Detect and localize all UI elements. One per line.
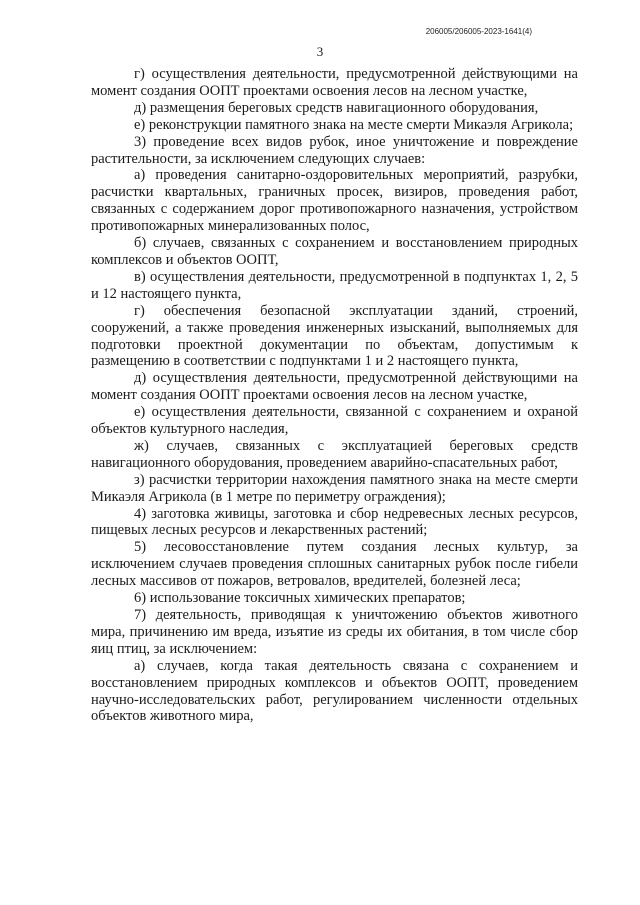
paragraph: з) расчистки территории нахождения памятного знака на месте смерти Микаэля Агрикола (в 1 метре по периметру ограждения);	[91, 471, 578, 505]
paragraph: б) случаев, связанных с сохранением и восстановлением природных комплексов и объектов ООПТ,	[91, 235, 578, 268]
paragraph: г) обеспечения безопасной эксплуатации зданий, строений, сооружений, а также проведения инженерных изысканий, выполняемых для подготовки проектной документации по объектам, допустимым к размещению в соответствии с подпунктами 1 и 2 настоящего пункта,	[91, 302, 578, 370]
page-number: 3	[316, 44, 324, 59]
paragraph: 6) использование токсичных химических препаратов;	[134, 590, 466, 607]
paragraph: ж) случаев, связанных с эксплуатацией береговых средств навигационного оборудования, проведением аварийно-спасательных работ,	[91, 437, 578, 471]
paragraph: д) осуществления деятельности, предусмотренной действующими на момент создания ООПТ проектами освоения лесов на лесном участке,	[91, 370, 578, 404]
paragraph: г) осуществления деятельности, предусмотренной действующими на момент создания ООПТ проектами освоения лесов на лесном участке,	[91, 66, 578, 99]
paragraph: а) проведения санитарно-оздоровительных мероприятий, разрубки, расчистки квартальных, граничных просек, визиров, проведения работ, связанных с содержанием дорог противопожарного назначения, устройством противопожарных минерализованных полос,	[91, 167, 578, 235]
paragraph: д) размещения береговых средств навигационного оборудования,	[134, 99, 539, 116]
document-body	[91, 66, 578, 725]
paragraph: 3) проведение всех видов рубок, иное уничтожение и повреждение растительности, за исключением следующих случаев:	[91, 133, 578, 167]
paragraph: 4) заготовка живицы, заготовка и сбор недревесных лесных ресурсов, пищевых лесных ресурсов и лекарственных растений;	[91, 505, 578, 539]
document-id: 206005/206005-2023-1641(4)	[425, 27, 532, 36]
paragraph: в) осуществления деятельности, предусмотренной в подпунктах 1, 2, 5 и 12 настоящего пункта,	[91, 268, 578, 302]
paragraph: е) осуществления деятельности, связанной с сохранением и охраной объектов культурного наследия,	[91, 404, 578, 438]
paragraph: 7) деятельность, приводящая к уничтожению объектов животного мира, причинению им вреда, изъятие из среды их обитания, в том числе сбор яиц птиц, за исключением:	[91, 607, 578, 657]
paragraph: 5) лесовосстановление путем создания лесных культур, за исключением случаев проведения сплошных санитарных рубок после гибели лесных массивов от пожаров, ветровалов, вредителей, болезней леса;	[91, 539, 578, 590]
paragraph: а) случаев, когда такая деятельность связана с сохранением и восстановлением природных комплексов и объектов ООПТ, проведением научно-исследовательских работ, регулированием численности отдельных объектов животного мира,	[91, 657, 578, 725]
paragraph: е) реконструкции памятного знака на месте смерти Микаэля Агрикола;	[134, 116, 574, 133]
